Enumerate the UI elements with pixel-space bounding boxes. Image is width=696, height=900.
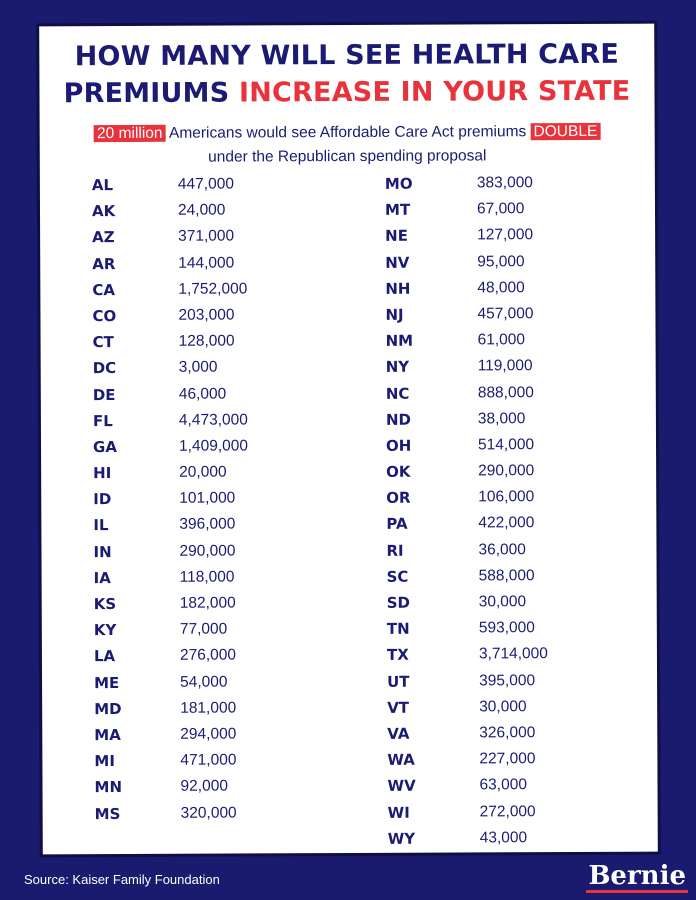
state-row xyxy=(92,254,332,281)
state-value: 593,000 xyxy=(478,619,535,637)
state-value: 20,000 xyxy=(179,463,227,481)
state-value: 371,000 xyxy=(178,227,235,246)
state-value: 383,000 xyxy=(476,174,533,192)
state-row xyxy=(93,358,333,385)
state-abbreviation: OK xyxy=(386,462,411,481)
state-row xyxy=(93,463,333,490)
subtitle-highlight-count: 20 million xyxy=(94,125,166,142)
state-row xyxy=(94,699,334,726)
state-value: 588,000 xyxy=(478,567,535,585)
state-value: 396,000 xyxy=(179,515,236,534)
subtitle-highlight-double: DOUBLE xyxy=(530,123,600,140)
title-line-2-part-1: PREMIUMS xyxy=(63,77,240,110)
state-row xyxy=(93,489,333,516)
title-line-2-highlight: INCREASE IN YOUR STATE xyxy=(238,75,631,109)
state-value: 290,000 xyxy=(478,462,535,480)
subtitle-text: Americans would see Affordable Care Act premiums xyxy=(165,123,531,142)
state-list-right xyxy=(385,174,628,856)
state-abbreviation: CA xyxy=(92,280,116,299)
state-row xyxy=(385,252,625,279)
state-value: 290,000 xyxy=(179,542,236,560)
state-row xyxy=(386,514,626,541)
state-value: 203,000 xyxy=(178,306,235,324)
state-abbreviation: LA xyxy=(93,647,116,666)
state-abbreviation: HI xyxy=(93,464,112,483)
state-row xyxy=(386,409,626,436)
state-abbreviation: IN xyxy=(93,542,112,561)
state-row xyxy=(386,462,626,489)
state-value: 3,714,000 xyxy=(478,645,548,663)
state-abbreviation: VA xyxy=(387,724,410,743)
state-row xyxy=(385,279,625,306)
state-row xyxy=(386,540,626,567)
state-abbreviation: CT xyxy=(92,333,114,352)
state-row xyxy=(94,751,334,778)
state-row xyxy=(387,750,627,777)
state-abbreviation: NJ xyxy=(385,305,404,324)
state-value: 144,000 xyxy=(178,254,235,272)
state-row xyxy=(93,411,333,438)
state-row xyxy=(94,594,334,621)
state-abbreviation: KS xyxy=(93,595,117,614)
state-row xyxy=(386,331,626,358)
subtitle xyxy=(40,120,655,171)
state-abbreviation: RI xyxy=(386,541,404,560)
state-value: 1,752,000 xyxy=(178,280,248,298)
state-abbreviation: NY xyxy=(385,358,410,377)
infographic-card xyxy=(36,21,661,858)
state-row xyxy=(386,488,626,515)
state-value: 422,000 xyxy=(478,514,535,532)
state-abbreviation: NM xyxy=(385,331,414,350)
state-row xyxy=(94,673,334,700)
state-value: 227,000 xyxy=(479,750,536,768)
state-abbreviation: MI xyxy=(94,752,115,771)
state-row xyxy=(93,385,333,412)
state-value: 61,000 xyxy=(477,331,526,349)
state-abbreviation: TN xyxy=(386,619,410,639)
state-abbreviation: GA xyxy=(92,437,117,456)
state-abbreviation: IA xyxy=(93,568,111,587)
title-line-2 xyxy=(39,73,654,113)
state-row xyxy=(94,620,334,647)
state-abbreviation: MS xyxy=(94,804,121,823)
state-abbreviation: MD xyxy=(94,699,122,718)
state-row xyxy=(385,226,625,253)
state-abbreviation: AZ xyxy=(92,228,115,247)
state-row xyxy=(93,437,333,464)
state-row xyxy=(92,175,332,202)
subtitle-line-2: under the Republican spending proposal xyxy=(208,147,487,166)
state-value: 276,000 xyxy=(179,646,237,665)
state-abbreviation: NH xyxy=(385,279,411,298)
page-title xyxy=(39,36,654,113)
state-abbreviation: NE xyxy=(385,227,408,246)
state-abbreviation: SC xyxy=(386,567,409,586)
state-row xyxy=(386,436,626,463)
state-value: 30,000 xyxy=(478,593,527,611)
state-value: 119,000 xyxy=(477,357,533,375)
state-row xyxy=(387,619,627,646)
state-abbreviation: ME xyxy=(94,673,120,692)
state-value: 77,000 xyxy=(179,620,228,638)
state-abbreviation: TX xyxy=(386,646,409,665)
state-row xyxy=(387,671,627,698)
state-abbreviation: OR xyxy=(386,488,411,508)
state-row xyxy=(93,542,333,569)
state-abbreviation: WY xyxy=(387,829,416,848)
state-abbreviation: OH xyxy=(385,436,412,455)
state-value: 3,000 xyxy=(178,358,218,377)
state-value: 54,000 xyxy=(180,673,228,691)
state-abbreviation: WI xyxy=(387,803,410,822)
state-row xyxy=(387,776,627,803)
state-value: 471,000 xyxy=(180,751,237,769)
state-row xyxy=(94,568,334,595)
state-abbreviation: MA xyxy=(94,725,121,745)
state-abbreviation: WA xyxy=(387,750,415,769)
state-row xyxy=(385,305,625,332)
state-value: 272,000 xyxy=(479,802,536,820)
state-value: 457,000 xyxy=(477,305,534,323)
state-abbreviation: ID xyxy=(93,490,112,509)
state-value: 30,000 xyxy=(479,697,527,716)
state-value: 118,000 xyxy=(179,568,235,586)
state-row xyxy=(385,174,625,201)
bernie-logo: Bernie xyxy=(588,861,686,891)
state-abbreviation: MT xyxy=(384,200,411,220)
state-value: 1,409,000 xyxy=(178,437,249,455)
state-row xyxy=(387,645,627,672)
state-row xyxy=(387,698,627,725)
state-row xyxy=(92,201,332,228)
state-row xyxy=(387,567,627,594)
state-row xyxy=(94,725,334,752)
state-value: 326,000 xyxy=(479,724,536,742)
state-abbreviation: ND xyxy=(385,410,411,429)
state-abbreviation: AK xyxy=(91,202,116,221)
state-value: 63,000 xyxy=(479,776,527,794)
state-value: 127,000 xyxy=(477,226,534,244)
state-row xyxy=(388,828,628,855)
state-value: 181,000 xyxy=(180,699,237,717)
state-value: 514,000 xyxy=(477,436,535,454)
state-row xyxy=(387,724,627,751)
state-value: 395,000 xyxy=(479,671,536,689)
state-abbreviation: DC xyxy=(92,359,117,378)
state-value: 182,000 xyxy=(179,594,236,612)
state-value: 128,000 xyxy=(178,332,235,350)
state-value: 106,000 xyxy=(478,488,535,506)
state-row xyxy=(93,516,333,543)
state-value: 95,000 xyxy=(477,252,525,270)
state-value: 101,000 xyxy=(179,489,236,507)
state-abbreviation: DE xyxy=(92,385,116,404)
state-row xyxy=(388,802,628,829)
state-row xyxy=(92,227,332,254)
state-row xyxy=(92,280,332,307)
state-value: 38,000 xyxy=(477,409,526,428)
state-value: 4,473,000 xyxy=(178,411,248,429)
state-abbreviation: SD xyxy=(386,593,411,612)
state-value: 24,000 xyxy=(177,201,226,219)
source-credit: Source: Kaiser Family Foundation xyxy=(24,872,220,887)
state-abbreviation: FL xyxy=(92,411,113,430)
state-abbreviation: UT xyxy=(387,672,410,691)
state-row xyxy=(386,383,626,410)
state-abbreviation: IL xyxy=(93,516,109,535)
state-abbreviation: NV xyxy=(385,253,410,272)
state-row xyxy=(386,357,626,384)
state-row xyxy=(93,332,333,359)
state-abbreviation: PA xyxy=(386,515,408,534)
state-row xyxy=(385,200,625,227)
state-abbreviation: VT xyxy=(387,698,410,717)
state-abbreviation: MO xyxy=(384,174,413,193)
state-value: 43,000 xyxy=(479,828,528,847)
state-value: 888,000 xyxy=(477,383,534,401)
state-abbreviation: WV xyxy=(387,777,416,796)
state-abbreviation: MN xyxy=(94,778,123,797)
state-row xyxy=(95,804,335,831)
state-abbreviation: CO xyxy=(92,306,117,326)
state-row xyxy=(387,593,627,620)
state-row xyxy=(94,646,334,673)
state-value: 447,000 xyxy=(177,175,234,193)
state-value: 48,000 xyxy=(477,278,525,297)
state-abbreviation: AR xyxy=(92,254,116,273)
state-row xyxy=(94,777,334,804)
state-abbreviation: KY xyxy=(93,621,117,640)
state-row xyxy=(92,306,332,333)
title-line-1: HOW MANY WILL SEE HEALTH CARE xyxy=(74,38,620,73)
state-value: 92,000 xyxy=(180,777,228,796)
state-value: 67,000 xyxy=(476,200,525,218)
state-list-left xyxy=(92,175,335,831)
state-abbreviation: AL xyxy=(91,176,114,195)
state-value: 320,000 xyxy=(180,803,237,822)
subtitle-line-1 xyxy=(40,120,655,147)
state-abbreviation: NC xyxy=(385,384,410,403)
state-value: 46,000 xyxy=(178,385,227,403)
state-value: 36,000 xyxy=(478,540,526,559)
state-value: 294,000 xyxy=(180,725,237,743)
